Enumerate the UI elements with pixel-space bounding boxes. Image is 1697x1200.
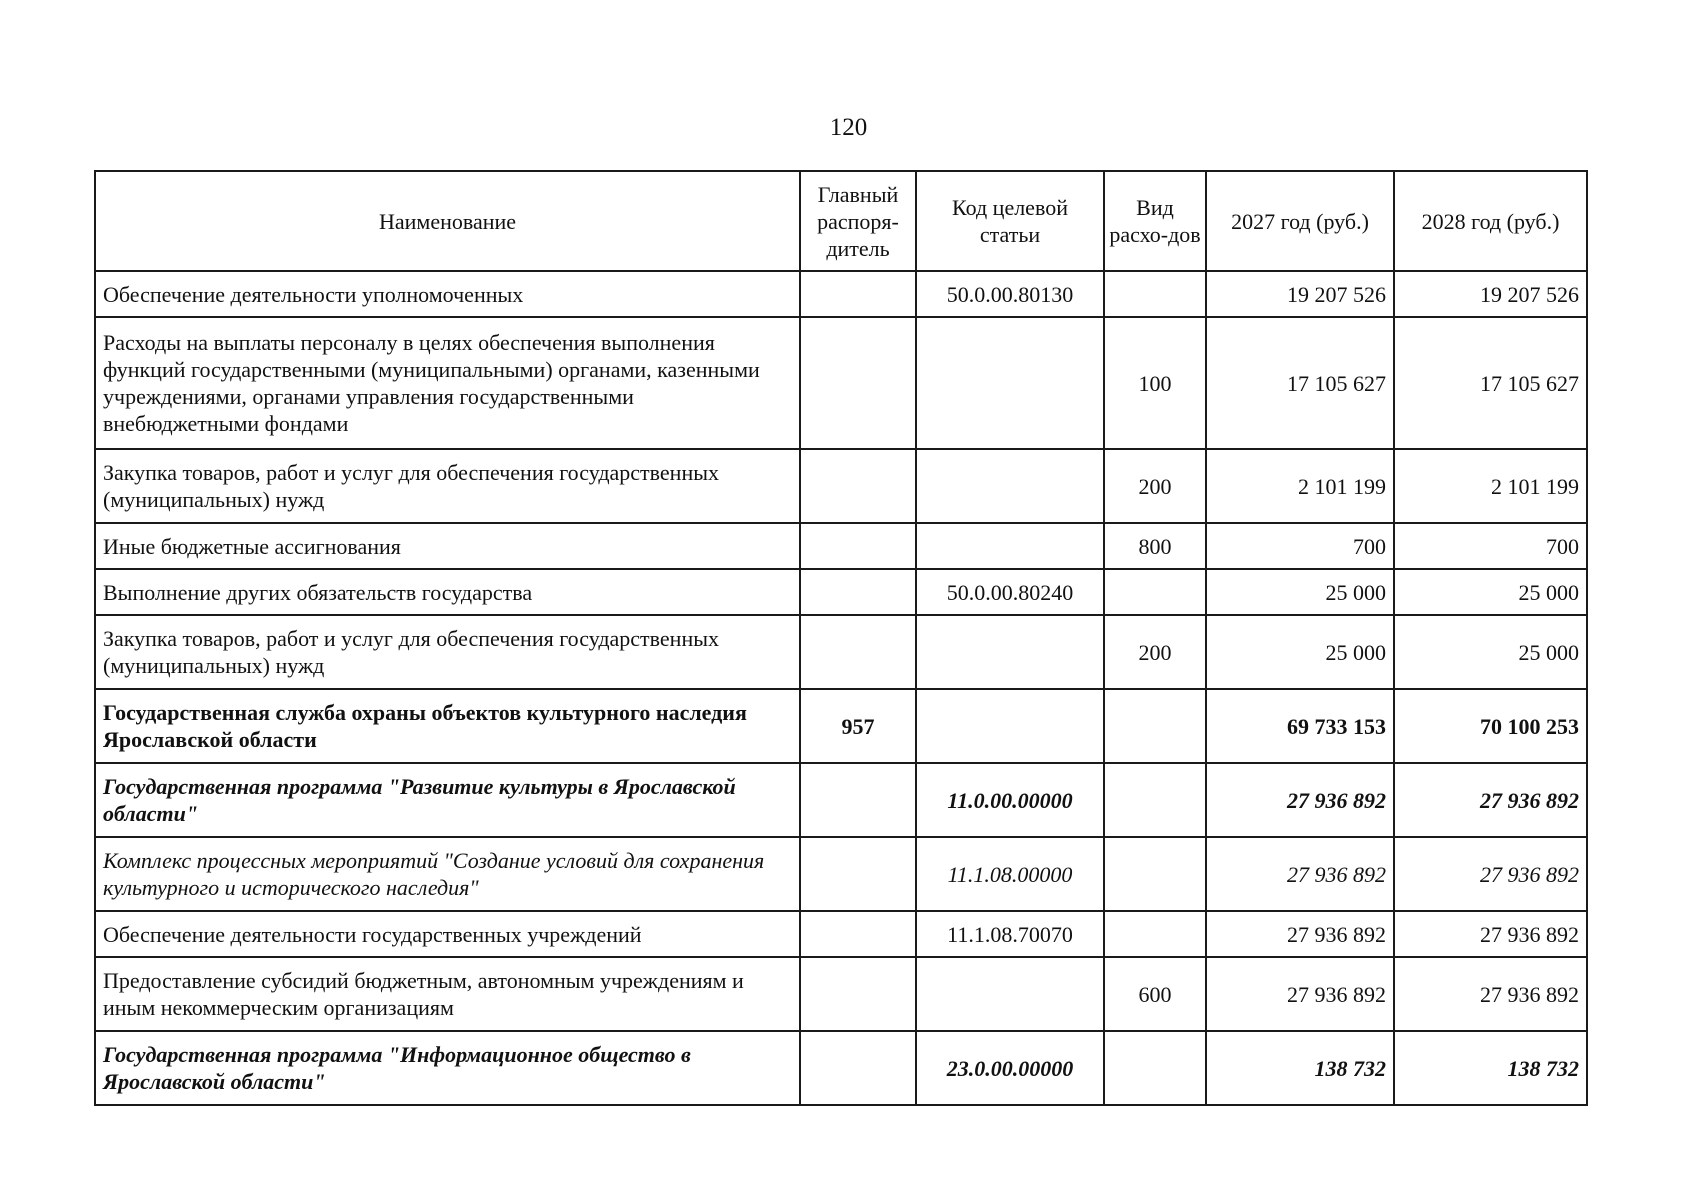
row-kind-cell	[1104, 689, 1206, 763]
row-2027-cell: 17 105 627	[1206, 317, 1394, 449]
row-2028-cell: 2 101 199	[1394, 449, 1587, 523]
row-manager-cell	[800, 449, 916, 523]
row-2027-cell: 19 207 526	[1206, 271, 1394, 317]
table-row	[95, 523, 1587, 569]
row-manager-cell	[800, 317, 916, 449]
header-2027: 2027 год (руб.)	[1206, 171, 1394, 271]
row-2027-cell: 2 101 199	[1206, 449, 1394, 523]
row-kind-cell	[1104, 569, 1206, 615]
row-kind-cell	[1104, 911, 1206, 957]
row-manager-cell	[800, 271, 916, 317]
row-manager-cell: 957	[800, 689, 916, 763]
row-name-cell: Расходы на выплаты персоналу в целях обеспечения выполнения функций государственными (муниципальными) органами, казенными учреждениями, органами управления государственными внебюджетными фондами	[95, 317, 800, 449]
row-code-cell: 50.0.00.80130	[916, 271, 1104, 317]
table-row	[95, 317, 1587, 449]
row-code-cell: 11.1.08.70070	[916, 911, 1104, 957]
row-name-cell: Закупка товаров, работ и услуг для обеспечения государственных (муниципальных) нужд	[95, 449, 800, 523]
row-2028-cell: 700	[1394, 523, 1587, 569]
row-code-cell	[916, 615, 1104, 689]
header-kind: Вид расхо-дов	[1104, 171, 1206, 271]
row-name-cell: Государственная программа "Развитие культуры в Ярославской области"	[95, 763, 800, 837]
row-kind-cell	[1104, 271, 1206, 317]
table-row	[95, 449, 1587, 523]
row-code-cell	[916, 689, 1104, 763]
table-row	[95, 271, 1587, 317]
row-code-cell: 11.0.00.00000	[916, 763, 1104, 837]
row-kind-cell: 200	[1104, 449, 1206, 523]
row-2027-cell: 27 936 892	[1206, 957, 1394, 1031]
row-2027-cell: 27 936 892	[1206, 763, 1394, 837]
row-2027-cell: 27 936 892	[1206, 837, 1394, 911]
row-name-cell: Предоставление субсидий бюджетным, автономным учреждениям и иным некоммерческим организациям	[95, 957, 800, 1031]
row-code-cell	[916, 957, 1104, 1031]
table-row	[95, 763, 1587, 837]
budget-table	[94, 170, 1588, 1106]
row-name-cell: Закупка товаров, работ и услуг для обеспечения государственных (муниципальных) нужд	[95, 615, 800, 689]
row-2028-cell: 27 936 892	[1394, 837, 1587, 911]
table-row	[95, 957, 1587, 1031]
row-code-cell: 23.0.00.00000	[916, 1031, 1104, 1105]
row-2028-cell: 25 000	[1394, 569, 1587, 615]
row-2028-cell: 27 936 892	[1394, 957, 1587, 1031]
table-row	[95, 689, 1587, 763]
header-code: Код целевой статьи	[916, 171, 1104, 271]
row-2027-cell: 138 732	[1206, 1031, 1394, 1105]
header-2028: 2028 год (руб.)	[1394, 171, 1587, 271]
table-body	[95, 271, 1587, 1105]
table-row	[95, 615, 1587, 689]
row-2027-cell: 25 000	[1206, 569, 1394, 615]
row-manager-cell	[800, 911, 916, 957]
row-2027-cell: 27 936 892	[1206, 911, 1394, 957]
row-manager-cell	[800, 763, 916, 837]
row-name-cell: Выполнение других обязательств государства	[95, 569, 800, 615]
row-2027-cell: 69 733 153	[1206, 689, 1394, 763]
row-name-cell: Государственная программа "Информационное общество в Ярославской области"	[95, 1031, 800, 1105]
row-code-cell	[916, 523, 1104, 569]
row-2028-cell: 27 936 892	[1394, 911, 1587, 957]
row-kind-cell	[1104, 763, 1206, 837]
row-kind-cell	[1104, 1031, 1206, 1105]
row-name-cell: Обеспечение деятельности уполномоченных	[95, 271, 800, 317]
row-2028-cell: 27 936 892	[1394, 763, 1587, 837]
header-manager: Главный распоря-дитель	[800, 171, 916, 271]
table-row	[95, 569, 1587, 615]
row-code-cell	[916, 449, 1104, 523]
row-manager-cell	[800, 957, 916, 1031]
table-row	[95, 837, 1587, 911]
row-name-cell: Государственная служба охраны объектов культурного наследия Ярославской области	[95, 689, 800, 763]
row-name-cell: Иные бюджетные ассигнования	[95, 523, 800, 569]
row-kind-cell: 600	[1104, 957, 1206, 1031]
row-manager-cell	[800, 837, 916, 911]
row-kind-cell: 100	[1104, 317, 1206, 449]
row-code-cell: 50.0.00.80240	[916, 569, 1104, 615]
row-kind-cell	[1104, 837, 1206, 911]
row-2027-cell: 25 000	[1206, 615, 1394, 689]
row-2028-cell: 19 207 526	[1394, 271, 1587, 317]
row-2028-cell: 70 100 253	[1394, 689, 1587, 763]
row-manager-cell	[800, 569, 916, 615]
row-2027-cell: 700	[1206, 523, 1394, 569]
row-manager-cell	[800, 523, 916, 569]
page-number: 120	[829, 114, 868, 141]
row-name-cell: Обеспечение деятельности государственных учреждений	[95, 911, 800, 957]
table-row	[95, 1031, 1587, 1105]
row-manager-cell	[800, 615, 916, 689]
row-manager-cell	[800, 1031, 916, 1105]
row-kind-cell: 200	[1104, 615, 1206, 689]
row-name-cell: Комплекс процессных мероприятий "Создание условий для сохранения культурного и исторического наследия"	[95, 837, 800, 911]
row-2028-cell: 138 732	[1394, 1031, 1587, 1105]
row-kind-cell: 800	[1104, 523, 1206, 569]
table-row	[95, 911, 1587, 957]
table-header-row	[95, 171, 1587, 271]
row-2028-cell: 17 105 627	[1394, 317, 1587, 449]
row-2028-cell: 25 000	[1394, 615, 1587, 689]
row-code-cell	[916, 317, 1104, 449]
header-name: Наименование	[95, 171, 800, 271]
row-code-cell: 11.1.08.00000	[916, 837, 1104, 911]
